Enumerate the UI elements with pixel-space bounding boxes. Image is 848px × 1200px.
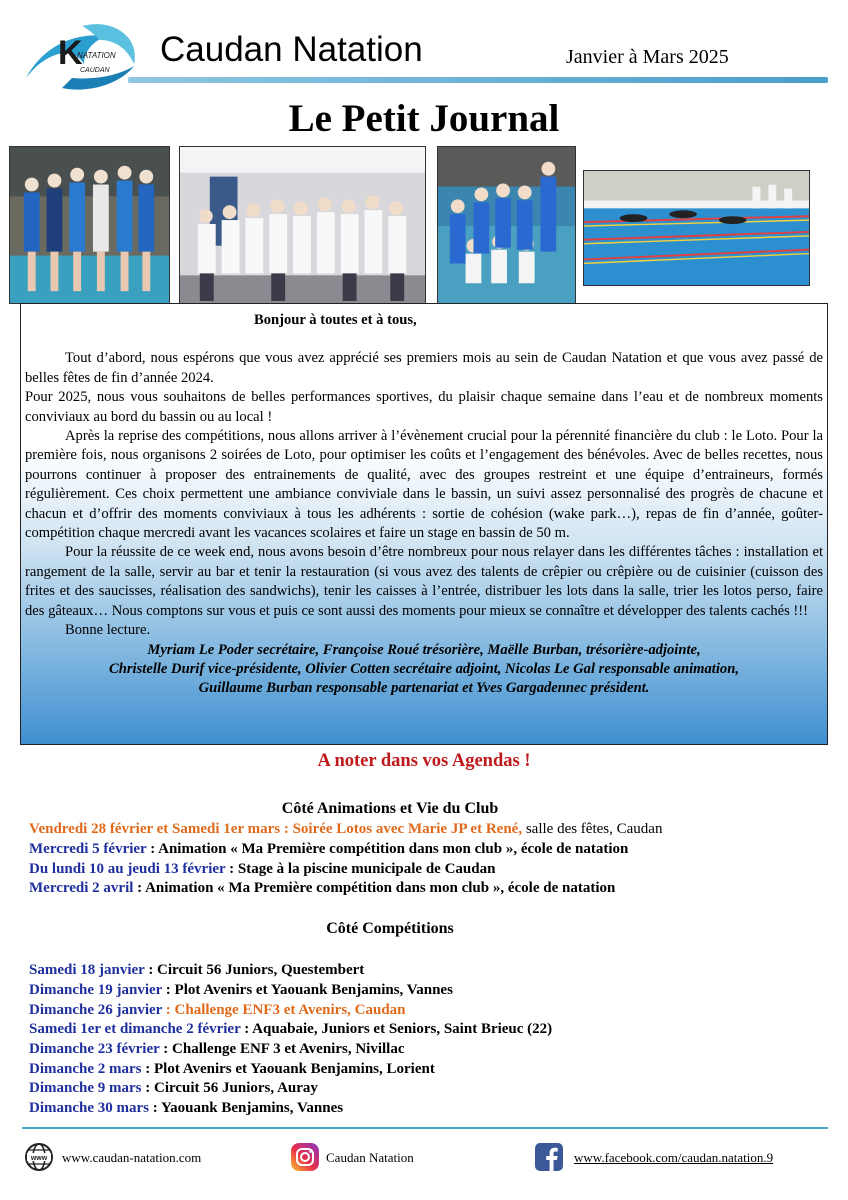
competition-event <box>29 1020 552 1040</box>
competitions-section-title: Côté Compétitions <box>326 920 454 937</box>
event-date: Dimanche 30 mars <box>29 1100 149 1116</box>
editorial-signature: Myriam Le Poder secrétaire, Françoise Roué trésorière, Maëlle Burban, trésorière-adjointe, <box>147 641 701 658</box>
event-date: Dimanche 26 janvier <box>29 1002 163 1018</box>
event-date: Dimanche 9 mars <box>29 1080 142 1096</box>
event-date: Dimanche 19 janvier <box>29 982 163 998</box>
svg-text:K: K <box>58 34 83 72</box>
competition-event <box>29 1040 405 1060</box>
event-date: Mercredi 2 avril <box>29 880 134 896</box>
editorial-box <box>20 303 828 745</box>
event-desc: : Stage à la piscine municipale de Caudan <box>225 861 496 877</box>
editorial-paragraph: Pour 2025, nous vous souhaitons de belles performances sportives, du plaisir chaque semaine dans l’eau et de nombreux moments conviviaux au bord du bassin ou au local ! <box>25 389 823 425</box>
competition-event <box>29 1001 406 1021</box>
event-desc: : Circuit 56 Juniors, Questembert <box>144 962 365 978</box>
photo-team-poolside <box>9 146 170 304</box>
logo-text-bottom: CAUDAN <box>80 67 110 74</box>
event-date: Dimanche 23 février <box>29 1041 160 1057</box>
competition-event <box>29 961 364 981</box>
page-title: Le Petit Journal <box>288 97 560 140</box>
club-logo <box>22 18 142 96</box>
editorial-greeting: Bonjour à toutes et à tous, <box>254 312 417 328</box>
event-desc: : Animation « Ma Première compétition dans mon club », école de natation <box>146 841 629 857</box>
event-desc: : Challenge ENF3 et Avenirs, Caudan <box>162 1002 406 1018</box>
animation-event <box>29 840 628 860</box>
facebook-icon[interactable] <box>534 1142 564 1177</box>
svg-text:www: www <box>30 1155 48 1162</box>
editorial-paragraph: Bonne lecture. <box>65 622 151 639</box>
competition-event <box>29 1060 435 1080</box>
event-desc: Soirée Lotos avec Marie JP et René, <box>292 821 523 837</box>
instagram-link[interactable]: Caudan Natation <box>326 1150 414 1165</box>
event-desc: : Aquabaie, Juniors et Seniors, Saint Brieuc (22) <box>240 1021 553 1037</box>
animation-event <box>29 820 662 840</box>
globe-icon <box>24 1142 54 1177</box>
event-desc: : Challenge ENF 3 et Avenirs, Nivillac <box>159 1041 405 1057</box>
website-link[interactable]: www.caudan-natation.com <box>62 1150 202 1165</box>
event-date: Vendredi 28 février et Samedi 1er mars : <box>29 821 289 837</box>
competition-event <box>29 1099 343 1119</box>
photo-pool-competition <box>583 170 810 286</box>
competition-event <box>29 981 453 1001</box>
competition-event <box>29 1079 318 1099</box>
event-desc: : Yaouank Benjamins, Vannes <box>149 1100 344 1116</box>
agenda-title: A noter dans vos Agendas ! <box>317 751 531 771</box>
editorial-signature: Guillaume Burban responsable partenariat et Yves Gargadennec président. <box>198 680 650 697</box>
event-desc: : Circuit 56 Juniors, Auray <box>141 1080 318 1096</box>
photo-group-event <box>179 146 426 304</box>
editorial-paragraph: Après la reprise des compétitions, nous allons arriver à l’évènement crucial pour la pérennité financière du club : le Loto. Pour la première fois, nous organisons 2 soirées de Loto, pour optimiser les coûts et l’engagement des bénévoles. Avec de belles recettes, nous pourrons continuer à proposer des entrainements de qualité, avec des groupes restreint et une équipe d’entraineurs, formés régulièrement. Ces choix permettent une ambiance conviviale dans le bassin, un suivi assez personnalisé des progrès de chacune et chacun et d’offrir des moments conviviaux à tous les adhérents : sortie de cohésion (wake park…), repas de fin d’année, goûter-compétition chaque mercredi avant les vacances scolaires et faire un stage en bassin de 50 m. <box>25 428 823 542</box>
animation-event <box>29 879 615 899</box>
editorial-paragraph: Tout d’abord, nous espérons que vous avez apprécié ses premiers mois au sein de Caudan Natation et que vous avez passé de belles fêtes de fin d’année 2024. <box>25 350 823 386</box>
photo-young-swimmers <box>437 146 576 304</box>
event-date: Du lundi 10 au jeudi 13 février <box>29 861 226 877</box>
animation-event <box>29 860 495 880</box>
logo-text-top: NATATION <box>77 51 116 60</box>
facebook-link[interactable]: www.facebook.com/caudan.natation.9 <box>574 1150 774 1165</box>
footer-divider <box>22 1127 828 1129</box>
club-name: Caudan Natation <box>160 30 423 69</box>
editorial-signature: Christelle Durif vice-présidente, Olivier Cotten secrétaire adjoint, Nicolas Le Gal responsable animation, <box>109 660 739 677</box>
event-date: Dimanche 2 mars <box>29 1061 142 1077</box>
issue-period: Janvier à Mars 2025 <box>566 46 729 68</box>
event-date: Samedi 18 janvier <box>29 962 145 978</box>
event-location: salle des fêtes, Caudan <box>522 821 663 837</box>
editorial-paragraph: Pour la réussite de ce week end, nous avons besoin d’être nombreux pour nous relayer dans les différentes tâches : installation et rangement de la salle, servir au bar et tenir la restauration (si vous avez des talents de crêpier ou crêpière ou de cuisinier (cuisson des frites et des saucisses, réalisation des sandwichs), tenir les caisses à l’entrée, distribuer les lots dans la salle, trier les lotos perso, faire des gâteaux… Nous comptons sur vous et puis ce sont aussi des moments pour mieux se connaître et développer des talents cachés !!! <box>25 544 823 619</box>
animations-section-title: Côté Animations et Vie du Club <box>281 800 499 817</box>
event-desc: : Plot Avenirs et Yaouank Benjamins, Lorient <box>141 1061 435 1077</box>
event-date: Samedi 1er et dimanche 2 février <box>29 1021 241 1037</box>
event-desc: : Animation « Ma Première compétition dans mon club », école de natation <box>133 880 616 896</box>
event-date: Mercredi 5 février <box>29 841 147 857</box>
instagram-icon[interactable] <box>290 1142 320 1177</box>
event-desc: : Plot Avenirs et Yaouank Benjamins, Vannes <box>162 982 453 998</box>
header-divider <box>128 77 828 83</box>
